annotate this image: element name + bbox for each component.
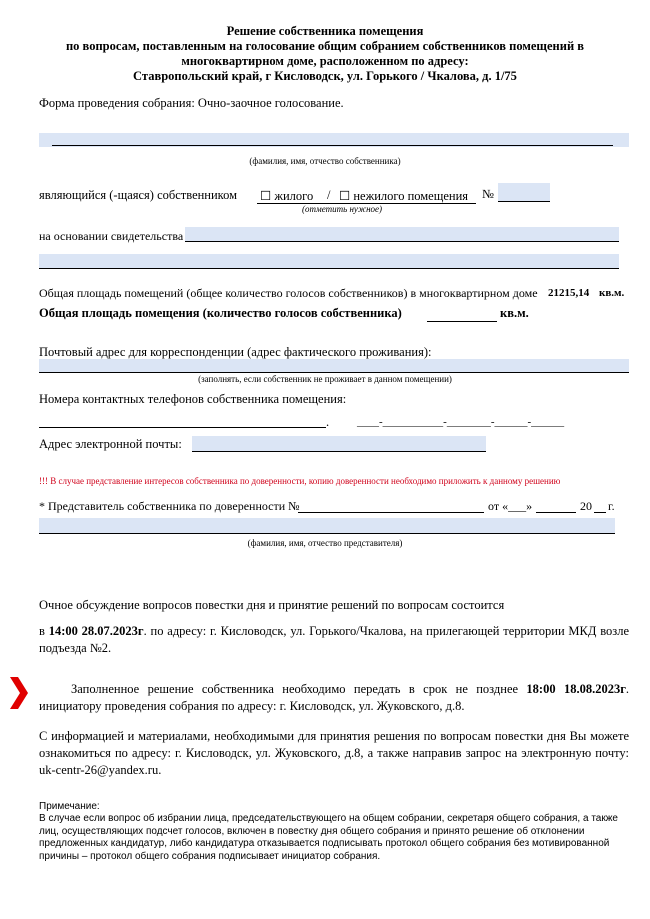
proxy-date-from: от «___» <box>488 499 533 513</box>
certificate-field-continued[interactable] <box>39 254 619 269</box>
residential-checkbox[interactable]: ☐ жилого <box>260 189 314 203</box>
premises-number-field[interactable] <box>498 183 550 202</box>
meeting-datetime: 14:00 28.07.2023г <box>48 624 144 638</box>
postal-address-caption: (заполнять, если собственник не проживает в данном помещении) <box>198 374 452 384</box>
phone-end-mark: . <box>326 415 330 429</box>
meeting-location: . по адресу: г. Кисловодск, ул. Горького/Чкалова, на прилегающей территории МКД возле подъезда №2. <box>39 624 629 655</box>
phones-label: Номера контактных телефонов собственника помещения: <box>39 392 347 406</box>
note-title: Примечание: <box>39 801 100 812</box>
meeting-prefix: в <box>39 624 45 638</box>
mark-needed-hint: (отметить нужное) <box>302 204 383 214</box>
meeting-form-type: Форма проведения собрания: Очно-заочное голосование. <box>39 96 344 110</box>
meeting-details <box>39 623 629 657</box>
email-label: Адрес электронной почты: <box>39 437 182 451</box>
deadline-text-before: Заполненное решение собственника необходимо передать в срок не позднее <box>71 682 519 696</box>
certificate-label: на основании свидетельства <box>39 229 184 243</box>
owner-of-label: являющийся (-щаяся) собственником <box>39 188 238 202</box>
proxy-warning: !!! В случае представление интересов собственника по доверенности, копию доверенности необходимо приложить к данному решению <box>39 476 561 486</box>
postal-address-label: Почтовый адрес для корреспонденции (адрес фактического проживания): <box>39 345 432 359</box>
phone-field[interactable] <box>39 414 326 428</box>
premises-separator: / <box>327 188 331 202</box>
nonresidential-checkbox[interactable]: ☐ нежилого помещения <box>339 189 469 203</box>
proxy-label: * Представитель собственника по доверенности № <box>39 499 300 513</box>
proxy-year-prefix: 20 <box>580 499 592 513</box>
deadline-text-after: . инициатору проведения собрания по адресу: г. Кисловодск, ул. Жуковского, д.8. <box>39 682 630 713</box>
proxy-year-field[interactable] <box>594 499 606 513</box>
deadline-paragraph <box>39 681 629 715</box>
total-area-unit: кв.м. <box>599 287 625 299</box>
email-field[interactable] <box>192 436 486 452</box>
proxy-year-suffix: г. <box>608 499 615 513</box>
header-line-3: многоквартирном доме, расположенном по адресу: <box>181 54 469 68</box>
proxy-name-caption: (фамилия, имя, отчество представителя) <box>247 538 403 548</box>
owner-area-label: Общая площадь помещения (количество голосов собственника) <box>39 306 402 320</box>
proxy-date-month-field[interactable] <box>536 499 576 513</box>
phone-mask-field[interactable]: ____-___________-________-______-______ <box>357 416 565 428</box>
materials-info: С информацией и материалами, необходимыми для принятия решения по вопросам повестки дня Вы можете ознакомиться по адресу: г. Кисловодск, ул. Жуковского, д.8, а также направив запрос на электронную почту: uk-centr-26@yandex.ru. <box>39 729 629 777</box>
owner-area-unit: кв.м. <box>500 306 529 320</box>
total-area-label: Общая площадь помещений (общее количество голосов собственников) в многоквартирном доме <box>39 286 538 300</box>
meeting-intro: Очное обсуждение вопросов повестки дня и принятие решений по вопросам состоится <box>39 598 505 612</box>
premises-type-choice <box>257 188 476 204</box>
owner-name-underline <box>52 145 613 146</box>
proxy-number-field[interactable] <box>298 499 484 513</box>
premises-number-sign: № <box>482 187 494 201</box>
red-chevron-icon <box>9 676 29 710</box>
postal-address-field[interactable] <box>39 359 629 373</box>
proxy-name-field[interactable] <box>39 518 615 534</box>
total-area-value: 21215,14 <box>548 287 590 299</box>
header-address: Ставропольский край, г Кисловодск, ул. Горького / Чкалова, д. 1/75 <box>133 69 517 83</box>
note-text: В случае если вопрос об избрании лица, председательствующего на общем собрании, секретаря общего собрания, а также лиц, осуществляющих подсчет голосов, включен в повестку дня общего собрания и принято решение об отклонении предложенных кандидатур, либо кандидатура отказывается подписывать протокол общего собрания без мотивированной причины – протокол общего собрания подписывает инициатор собрания. <box>39 813 618 862</box>
header-line-2: по вопросам, поставленным на голосование общим собранием собственников помещений в <box>65 39 585 53</box>
header-line-1: Решение собственника помещения <box>226 24 424 38</box>
owner-area-field[interactable] <box>427 306 497 322</box>
owner-name-caption: (фамилия, имя, отчество собственника) <box>249 156 401 166</box>
deadline-datetime: 18:00 18.08.2023г <box>526 682 626 696</box>
certificate-field[interactable] <box>185 227 619 242</box>
